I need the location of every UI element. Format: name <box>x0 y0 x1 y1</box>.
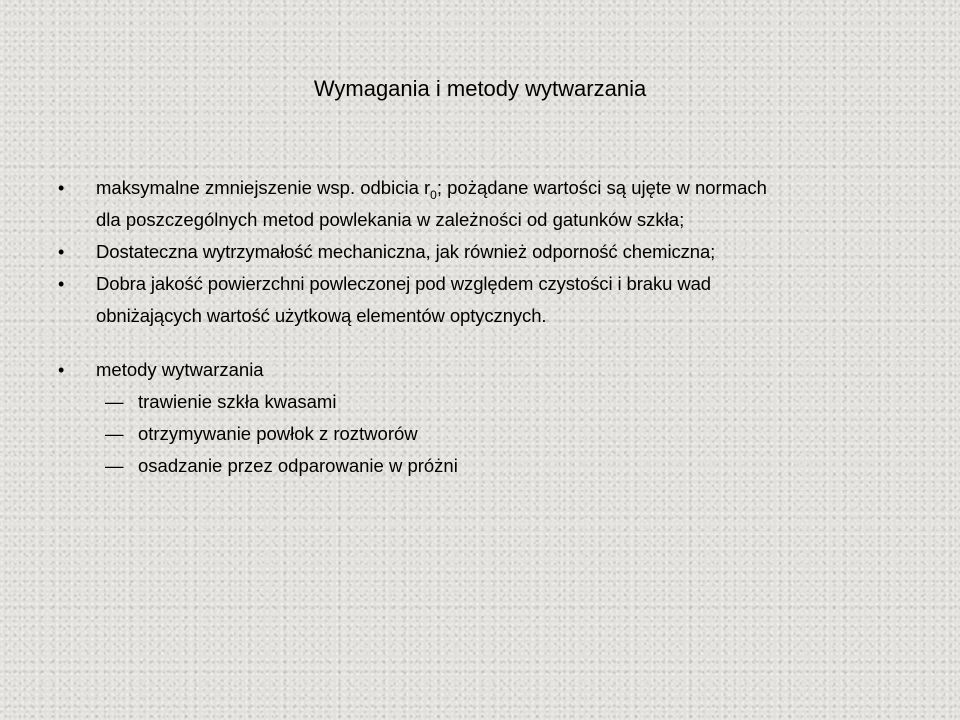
bullet-marker: • <box>58 178 65 198</box>
sub-item-acid-etching <box>58 386 918 418</box>
sub-item-text: osadzanie przez odparowanie w próżni <box>138 455 458 476</box>
sub-item-solution-coating <box>58 418 918 450</box>
bullet-text-line: Dostateczna wytrzymałość mechaniczna, jak również odporność chemiczna; <box>96 241 716 262</box>
dash-marker: — <box>105 391 124 412</box>
spacer <box>58 332 918 354</box>
bullet-text-line: obniżających wartość użytkową elementów optycznych. <box>96 305 547 326</box>
bullet-marker: • <box>58 274 65 294</box>
sub-item-text: otrzymywanie powłok z roztworów <box>138 423 418 444</box>
bullet-text-line: metody wytwarzania <box>96 359 264 380</box>
subscript: 0 <box>430 188 437 202</box>
bullet-text-line: Dobra jakość powierzchni powleczonej pod względem czystości i braku wad <box>96 273 711 294</box>
sub-item-vacuum-evaporation <box>58 450 918 482</box>
bullet-item-reflection <box>58 172 918 236</box>
bullet-marker: • <box>58 360 65 380</box>
bullet-item-methods <box>58 354 918 386</box>
bullet-text-line: dla poszczególnych metod powlekania w zależności od gatunków szkła; <box>96 209 685 230</box>
bullet-text: ; pożądane wartości są ujęte w normach <box>436 177 767 198</box>
dash-marker: — <box>105 423 124 444</box>
bullet-marker: • <box>58 242 65 262</box>
bullet-item-mechanical-strength <box>58 236 918 268</box>
bullet-item-surface-quality <box>58 268 918 332</box>
bullet-text: maksymalne zmniejszenie wsp. odbicia r <box>96 177 431 198</box>
sub-item-text: trawienie szkła kwasami <box>138 391 337 412</box>
slide-title: Wymagania i metody wytwarzania <box>313 76 647 101</box>
slide-content <box>58 172 918 482</box>
dash-marker: — <box>105 455 124 476</box>
bullet-text-line <box>96 172 918 204</box>
